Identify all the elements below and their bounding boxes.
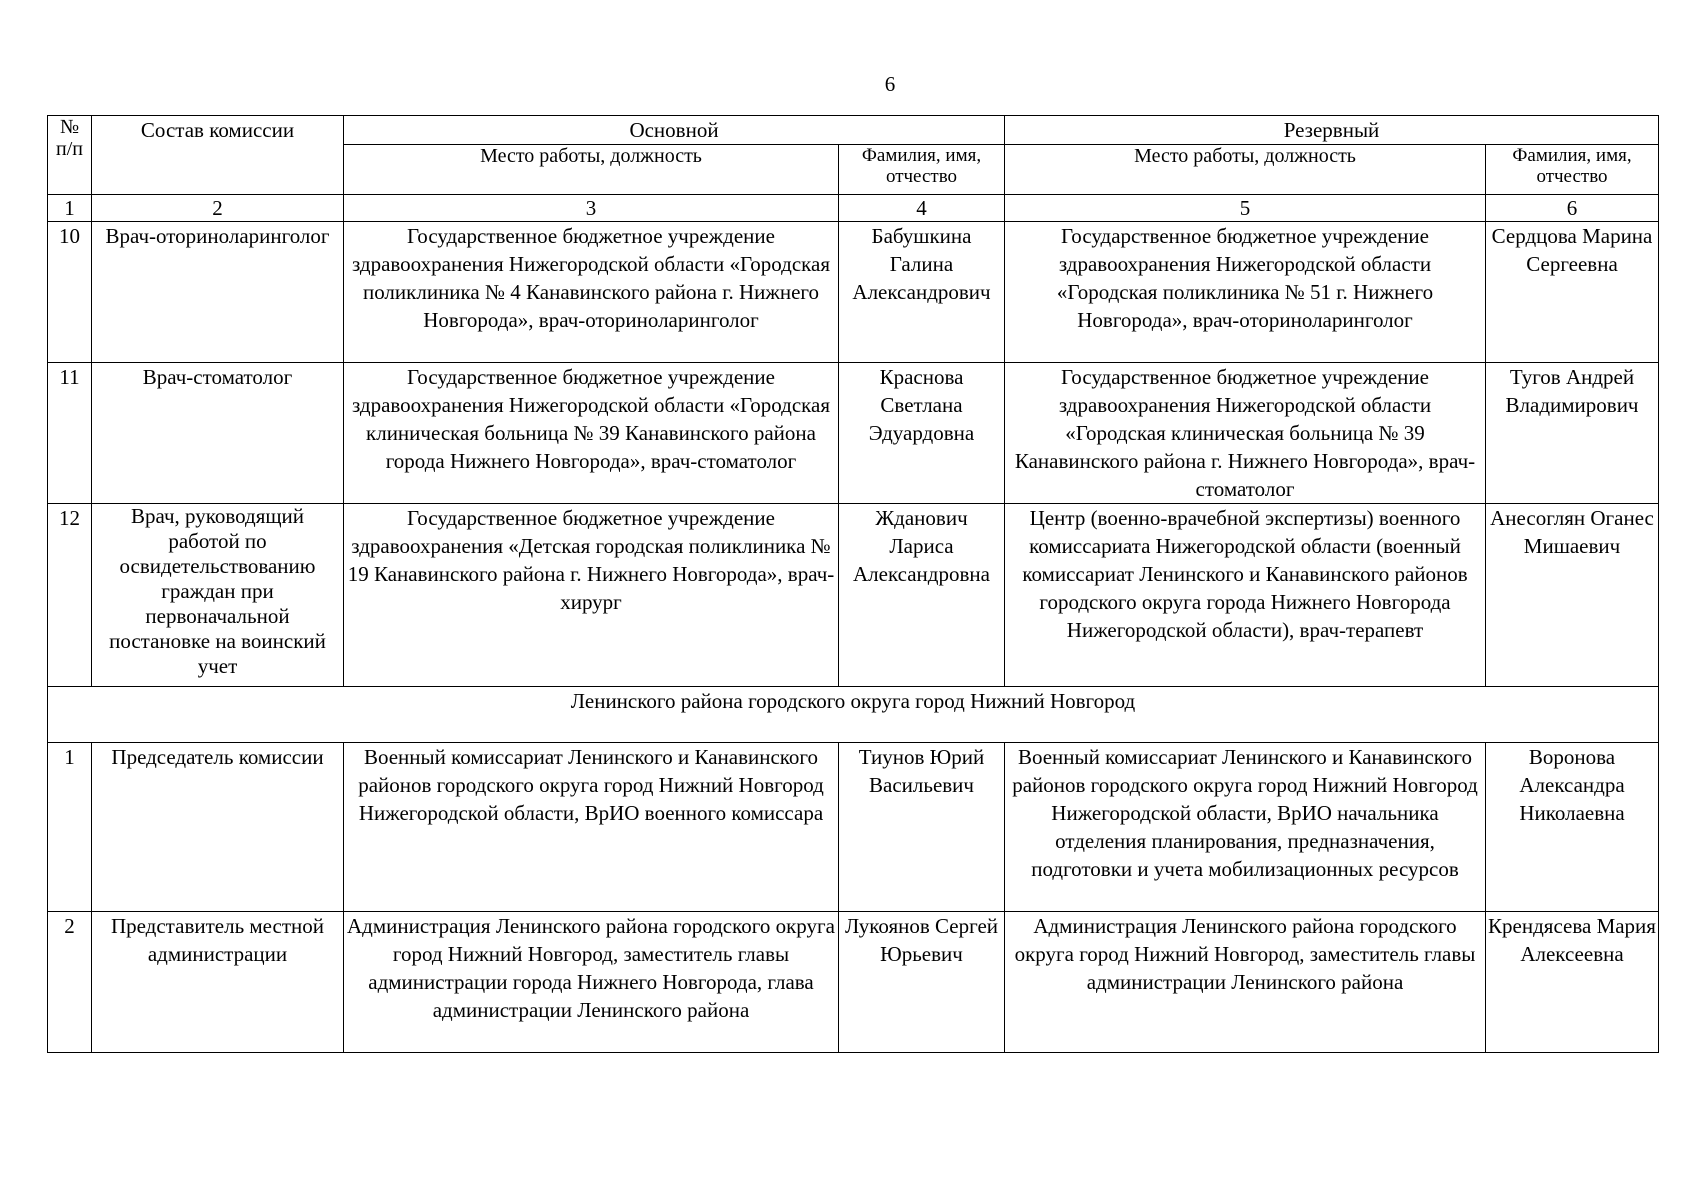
column-number: 4	[839, 195, 1005, 222]
column-number: 3	[344, 195, 839, 222]
header-composition: Состав комиссии	[92, 116, 344, 195]
section-title: Ленинского района городского округа город Нижний Новгород	[48, 687, 1659, 743]
column-number: 2	[92, 195, 344, 222]
reserve-workplace: Государственное бюджетное учреждение здравоохранения Нижегородской области «Городская клиническая больница № 39 Канавинского района г. Нижнего Новгорода», врач-стоматолог	[1005, 363, 1486, 504]
row-number: 1	[48, 743, 92, 912]
table-row	[48, 363, 1659, 504]
header-row-groups	[48, 116, 1659, 145]
main-workplace: Государственное бюджетное учреждение здравоохранения «Детская городская поликлиника № 19 Канавинского района г. Нижнего Новгорода», врач-хирург	[344, 504, 839, 687]
header-reserve-workplace: Место работы, должность	[1005, 145, 1486, 195]
table-row	[48, 222, 1659, 363]
header-main-group: Основной	[344, 116, 1005, 145]
reserve-fullname: Воронова Александра Николаевна	[1486, 743, 1659, 912]
column-number: 1	[48, 195, 92, 222]
main-fullname: Краснова Светлана Эдуардовна	[839, 363, 1005, 504]
header-main-fullname: Фамилия, имя, отчество	[839, 145, 1005, 195]
reserve-workplace: Государственное бюджетное учреждение здравоохранения Нижегородской области «Городская поликлиника № 51 г. Нижнего Новгорода», врач-оториноларинголог	[1005, 222, 1486, 363]
reserve-fullname: Крендясева Мария Алексеевна	[1486, 912, 1659, 1053]
main-fullname: Лукоянов Сергей Юрьевич	[839, 912, 1005, 1053]
table-row	[48, 912, 1659, 1053]
main-fullname: Бабушкина Галина Александрович	[839, 222, 1005, 363]
row-number: 11	[48, 363, 92, 504]
reserve-workplace: Военный комиссариат Ленинского и Канавинского районов городского округа город Нижний Новгород Нижегородской области, ВрИО начальника отделения планирования, предназначения, подготовки и учета мобилизационных ресурсов	[1005, 743, 1486, 912]
header-reserve-group: Резервный	[1005, 116, 1659, 145]
commission-role: Врач-оториноларинголог	[92, 222, 344, 363]
main-workplace: Государственное бюджетное учреждение здравоохранения Нижегородской области «Городская поликлиника № 4 Канавинского района г. Нижнего Новгорода», врач-оториноларинголог	[344, 222, 839, 363]
header-num: № п/п	[48, 116, 92, 195]
reserve-workplace: Администрация Ленинского района городского округа город Нижний Новгород, заместитель главы администрации Ленинского района	[1005, 912, 1486, 1053]
section-row	[48, 687, 1659, 743]
header-reserve-fullname: Фамилия, имя, отчество	[1486, 145, 1659, 195]
reserve-workplace: Центр (военно-врачебной экспертизы) военного комиссариата Нижегородской области (военный комиссариат Ленинского и Канавинского районов городского округа города Нижнего Новгорода Нижегородской области), врач-терапевт	[1005, 504, 1486, 687]
row-number: 2	[48, 912, 92, 1053]
main-workplace: Администрация Ленинского района городского округа город Нижний Новгород, заместитель главы администрации города Нижнего Новгорода, глава администрации Ленинского района	[344, 912, 839, 1053]
reserve-fullname: Сердцова Марина Сергеевна	[1486, 222, 1659, 363]
main-fullname: Жданович Лариса Александровна	[839, 504, 1005, 687]
header-main-workplace: Место работы, должность	[344, 145, 839, 195]
commission-table	[47, 115, 1659, 1053]
commission-role: Представитель местной администрации	[92, 912, 344, 1053]
table-row	[48, 504, 1659, 687]
header-column-numbers	[48, 195, 1659, 222]
main-workplace: Военный комиссариат Ленинского и Канавинского районов городского округа город Нижний Новгород Нижегородской области, ВрИО военного комиссара	[344, 743, 839, 912]
commission-role: Председатель комиссии	[92, 743, 344, 912]
page-number: 6	[884, 72, 896, 96]
column-number: 6	[1486, 195, 1659, 222]
commission-role: Врач, руководящий работой по освидетельствованию граждан при первоначальной постановке на воинский учет	[92, 504, 344, 687]
main-workplace: Государственное бюджетное учреждение здравоохранения Нижегородской области «Городская клиническая больница № 39 Канавинского района города Нижнего Новгорода», врач-стоматолог	[344, 363, 839, 504]
row-number: 12	[48, 504, 92, 687]
table-row	[48, 743, 1659, 912]
row-number: 10	[48, 222, 92, 363]
main-fullname: Тиунов Юрий Васильевич	[839, 743, 1005, 912]
commission-role: Врач-стоматолог	[92, 363, 344, 504]
reserve-fullname: Анесоглян Оганес Мишаевич	[1486, 504, 1659, 687]
reserve-fullname: Тугов Андрей Владимирович	[1486, 363, 1659, 504]
column-number: 5	[1005, 195, 1486, 222]
